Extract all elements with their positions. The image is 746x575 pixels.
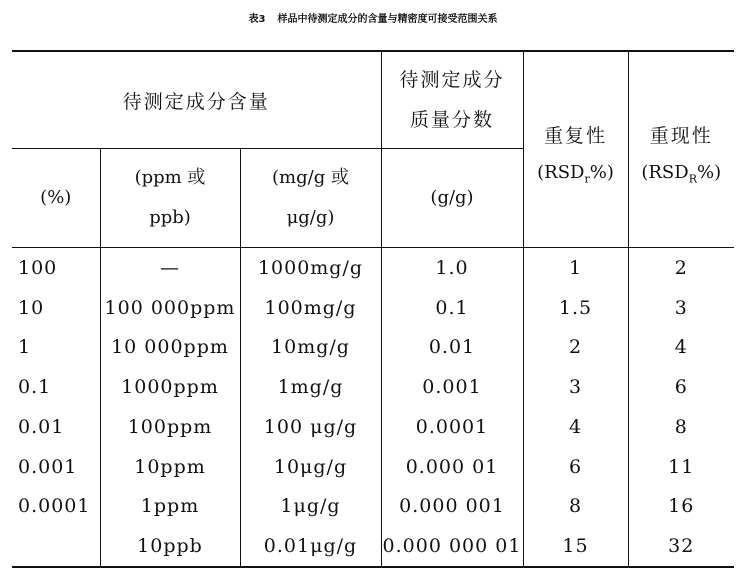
- cell-ppm: 100 000ppm: [100, 288, 240, 328]
- cell-percent: 0.0001: [18, 495, 91, 518]
- cell-mg-per-g: 1000mg/g: [240, 248, 381, 288]
- table-row: [12, 288, 734, 328]
- cell-reproducibility: 6: [628, 367, 734, 407]
- cell-percent: 100: [18, 256, 58, 279]
- table-body: [12, 248, 734, 568]
- cell-ppm: 10 000ppm: [100, 328, 240, 368]
- cell-percent: 1: [18, 336, 32, 359]
- mg-header-line1: (mg/g 或: [272, 167, 349, 188]
- repeatability-header: [523, 51, 628, 248]
- reproducibility-title: 重现性: [649, 125, 713, 148]
- cell-mg-per-g: 1μg/g: [240, 487, 381, 527]
- cell-ppm: —: [100, 248, 240, 288]
- cell-mg-per-g: 100 μg/g: [240, 407, 381, 447]
- table-row: [12, 487, 734, 527]
- mass-fraction-line2: 质量分数: [409, 109, 494, 131]
- table-row: [12, 526, 734, 567]
- cell-mass-fraction: 0.1: [381, 288, 523, 328]
- ppm-header-line1: (ppm 或: [134, 167, 206, 188]
- cell-ppm: 10ppb: [100, 526, 240, 567]
- cell-mass-fraction: 0.001: [381, 367, 523, 407]
- cell-mass-fraction: 0.0001: [381, 407, 523, 447]
- cell-mg-per-g: 100mg/g: [240, 288, 381, 328]
- content-group-header: 待测定成分含量: [12, 51, 381, 149]
- cell-reproducibility: 2: [628, 248, 734, 288]
- cell-repeatability: 4: [523, 407, 628, 447]
- cell-mass-fraction: 0.000 01: [381, 447, 523, 487]
- mg-header: [240, 149, 381, 248]
- cell-repeatability: 8: [523, 487, 628, 527]
- reproducibility-unit: $(RSD_R\%)$: [641, 162, 722, 186]
- cell-repeatability: 1.5: [523, 288, 628, 328]
- cell-mg-per-g: 10mg/g: [240, 328, 381, 368]
- cell-reproducibility: 3: [628, 288, 734, 328]
- cell-reproducibility: 32: [628, 526, 734, 567]
- cell-reproducibility: 11: [628, 447, 734, 487]
- cell-mg-per-g: 10μg/g: [240, 447, 381, 487]
- table-row: [12, 407, 734, 447]
- cell-repeatability: 6: [523, 447, 628, 487]
- cell-ppm: 1ppm: [100, 487, 240, 527]
- cell-mass-fraction: 1.0: [381, 248, 523, 288]
- cell-repeatability: 1: [523, 248, 628, 288]
- precision-table: [12, 50, 734, 568]
- mass-fraction-line1: 待测定成分: [399, 69, 505, 91]
- cell-ppm: 100ppm: [100, 407, 240, 447]
- caption-label: 表3: [248, 14, 266, 25]
- cell-mass-fraction: 0.01: [381, 328, 523, 368]
- cell-mg-per-g: 0.01μg/g: [240, 526, 381, 567]
- reproducibility-header: [628, 51, 734, 248]
- mass-fraction-header: [381, 51, 523, 149]
- mass-fraction-unit: (g/g): [381, 149, 523, 248]
- percent-header: (%): [12, 149, 100, 248]
- repeatability-title: 重复性: [543, 125, 607, 148]
- cell-ppm: 10ppm: [100, 447, 240, 487]
- cell-reproducibility: 4: [628, 328, 734, 368]
- ppm-header-line2: ppb): [149, 207, 191, 228]
- repeatability-unit: $(RSD_r\%)$: [537, 162, 614, 186]
- header-row-1: [12, 51, 734, 149]
- cell-ppm: 1000ppm: [100, 367, 240, 407]
- cell-percent: 0.1: [18, 376, 52, 399]
- mg-header-line2: μg/g): [286, 207, 335, 228]
- table-row: [12, 367, 734, 407]
- cell-repeatability: 2: [523, 328, 628, 368]
- cell-mass-fraction: 0.000 001: [381, 487, 523, 527]
- cell-reproducibility: 16: [628, 487, 734, 527]
- cell-mg-per-g: 1mg/g: [240, 367, 381, 407]
- cell-reproducibility: 8: [628, 407, 734, 447]
- table-row: [12, 248, 734, 288]
- cell-percent: 10: [18, 296, 45, 319]
- cell-repeatability: 15: [523, 526, 628, 567]
- table-caption: [0, 10, 746, 25]
- caption-text: 样品中待测定成分的含量与精密度可接受范围关系: [277, 14, 498, 25]
- table-row: [12, 447, 734, 487]
- cell-repeatability: 3: [523, 367, 628, 407]
- ppm-header: [100, 149, 240, 248]
- cell-percent: 0.001: [18, 455, 78, 478]
- cell-percent: [12, 526, 100, 567]
- cell-percent: 0.01: [18, 415, 65, 438]
- cell-mass-fraction: 0.000 000 01: [381, 526, 523, 567]
- table-row: [12, 328, 734, 368]
